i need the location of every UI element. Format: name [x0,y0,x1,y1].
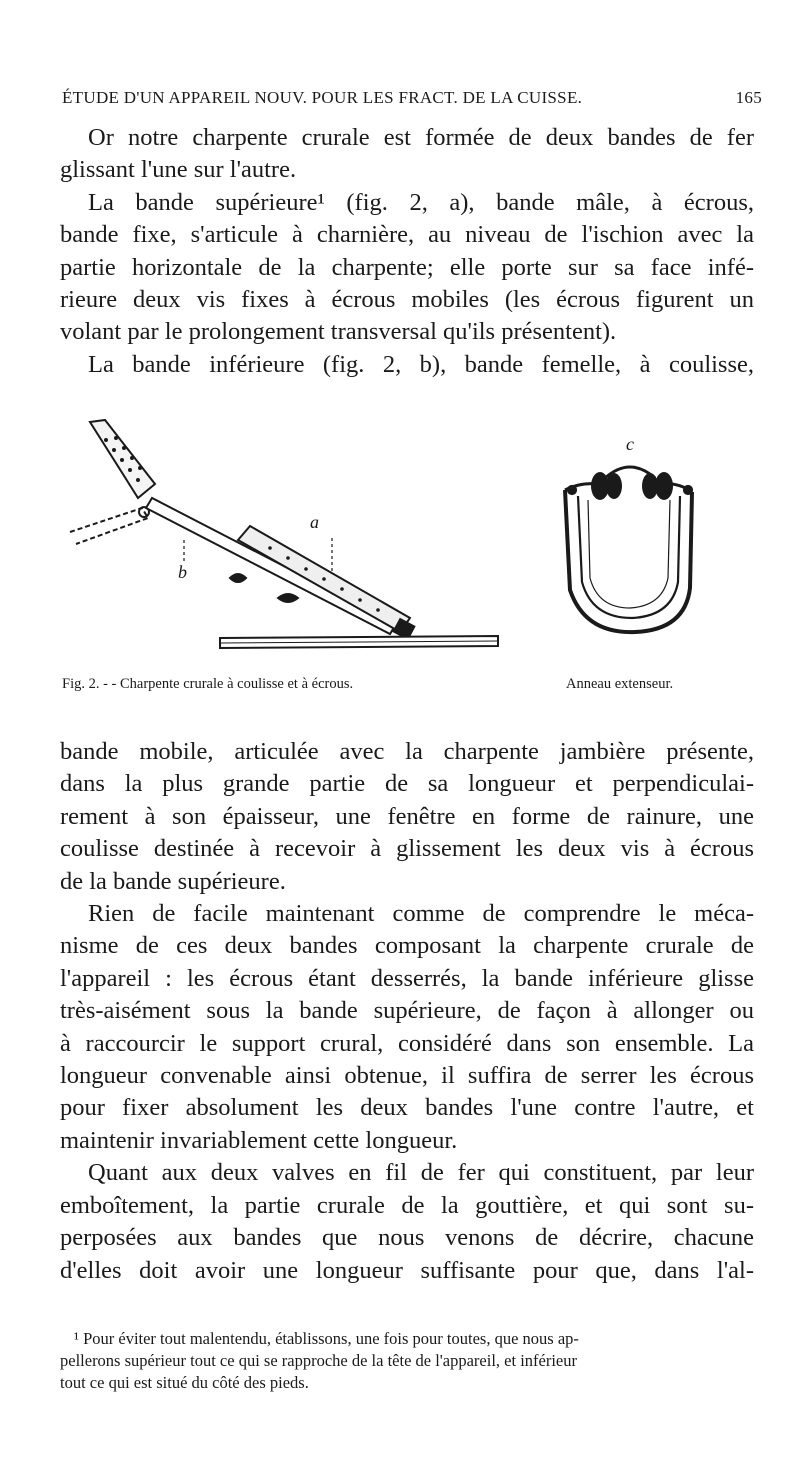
roller-left-2 [606,473,622,499]
text-line: de la bande supérieure. [60,867,286,895]
label-a: a [310,512,319,532]
ring-pin-right [684,486,692,494]
text-line: d'elles doit avoir une longueur suffisante pour que, dans l'al- [60,1256,754,1284]
text-line: partie horizontale de la charpente; elle porte sur sa face infé- [60,253,754,281]
text-line: Or notre charpente crurale est formée de deux bandes de fer [88,124,754,151]
text-line: La bande inférieure (fig. 2, b), bande femelle, à coulisse, [88,350,754,378]
ring-inner [578,496,680,618]
footnote-line: ¹ Pour éviter tout malentendu, établissons, une fois pour toutes, que nous ap- [74,1329,579,1348]
text-line: emboîtement, la partie crurale de la gouttière, et qui sont su- [60,1191,754,1219]
figure-caption-left: Fig. 2. - - Charpente crurale à coulisse et à écrous. [62,676,354,692]
figure-caption-right: Anneau extenseur. [566,676,674,692]
roller-right-2 [655,472,673,500]
text-line: coulisse destinée à recevoir à glissement les deux vis à écrous [60,835,754,863]
text-line: dans la plus grande partie de sa longueur et perpendiculai- [60,770,754,798]
text-line: Rien de facile maintenant comme de comprendre le méca- [88,900,754,928]
ring-outer [565,490,692,632]
screw-nut-2 [278,594,298,602]
stub-bar [70,508,148,544]
anneau-extenseur-drawing [565,467,692,632]
footnote-line: tout ce qui est situé du côté des pieds. [60,1373,309,1392]
text-line: nisme de ces deux bandes composant la charpente crurale de [60,932,754,960]
footnote [60,1328,754,1394]
text-line: bande mobile, articulée avec la charpente jambière présente, [60,738,754,765]
body-text-bottom [60,736,754,1287]
text-line: bande fixe, s'articule à charnière, au niveau de l'ischion avec la [60,221,754,249]
running-title: ÉTUDE D'UN APPAREIL NOUV. POUR LES FRACT. DE LA CUISSE. [62,88,583,107]
text-line: La bande supérieure¹ (fig. 2, a), bande mâle, à écrous, [88,188,754,216]
label-c: c [626,434,634,454]
page-number: 165 [735,88,762,107]
text-line: glissant l'une sur l'autre. [60,156,297,184]
text-line: rieure deux vis fixes à écrous mobiles (les écrous figurent un [60,286,754,314]
text-line: perposées aux bandes que nous venons de décrire, chacune [60,1224,754,1252]
footnote-line: pellerons supérieur tout ce qui se rapproche de la tête de l'appareil, et inférieur [60,1351,577,1370]
text-line: pour fixer absolument les deux bandes l'une contre l'autre, et [60,1094,754,1122]
ring-pin-left [568,486,576,494]
label-b: b [178,562,187,582]
text-line: maintenir invariablement cette longueur. [60,1126,458,1154]
body-text-top [60,122,754,381]
text-line: volant par le prolongement transversal qu'ils présentent). [60,318,617,346]
text-line: longueur convenable ainsi obtenue, il suffira de serrer les écrous [60,1062,754,1090]
ring-rollers [591,472,673,500]
ring-inner-2 [588,500,670,608]
figure-illustration [60,412,760,672]
text-line: très-aisément sous la bande supérieure, de façon à allonger ou [60,997,754,1025]
text-line: à raccourcir le support crural, considéré dans son ensemble. La [60,1029,754,1057]
text-line: Quant aux deux valves en fil de fer qui constituent, par leur [88,1159,754,1187]
text-line: rement à son épaisseur, une fenêtre en forme de rainure, une [60,802,754,830]
charpente-crurale-drawing [70,420,498,648]
figure-2 [60,412,760,712]
screw-nut-1 [230,574,246,582]
running-header [62,88,762,108]
text-line: l'appareil : les écrous étant desserrés, la bande inférieure glisse [60,964,754,992]
